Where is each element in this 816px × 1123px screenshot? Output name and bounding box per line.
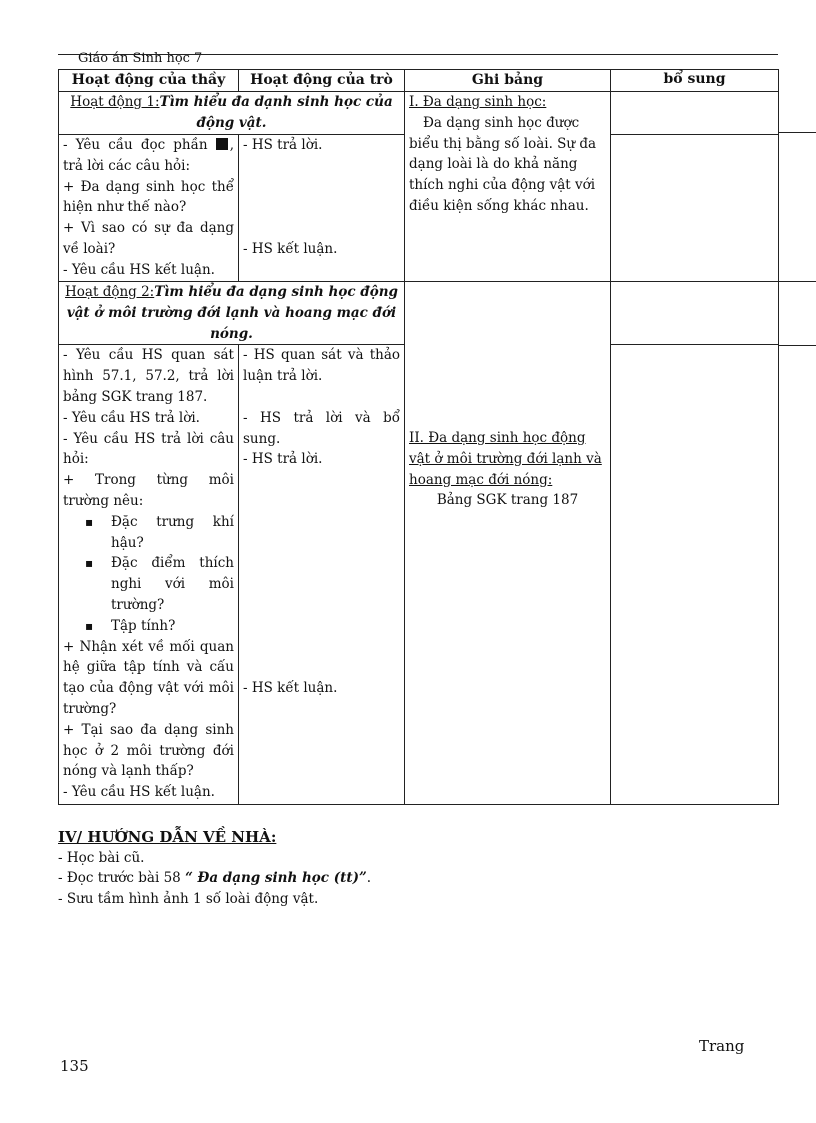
activity2-teacher-questions: - Yêu cầu HS trả lời câu hỏi: <box>63 430 234 468</box>
col-header-teacher: Hoạt động của thầy <box>59 70 239 92</box>
footer-page-label: Trang <box>699 1037 745 1055</box>
col-header-notes: bổ sung <box>611 70 779 92</box>
homework-item-read: - Đọc trước bài 58 “ Đa dạng sinh học (tt)”. <box>58 870 372 886</box>
activity1-title-text: Tìm hiểu đa dạnh sinh học của động vật. <box>159 94 393 131</box>
activity2-teacher-conclude: - Yêu cầu HS kết luận. <box>63 784 215 801</box>
bullet-climate: ▪ Đặc trưng khí hậu? <box>111 512 234 554</box>
activity2-board-heading: II. Đa dạng sinh học động vật ở môi trường đới lạnh và hoang mạc đới nóng: <box>409 430 602 488</box>
table-rule-extension <box>778 132 816 133</box>
square-icon <box>216 138 228 150</box>
activity1-prefix: Hoạt động 1: <box>70 94 160 110</box>
document-header: Giáo án Sinh học 7 <box>78 51 203 66</box>
bullet-behavior: ▪ Tập tính? <box>111 616 234 637</box>
activity1-notes <box>611 135 779 282</box>
lesson-table <box>58 69 779 805</box>
activity1-board <box>405 92 611 282</box>
activity1-board-heading: I. Đa dạng sinh học: <box>409 94 547 110</box>
activity2-student-answer: - HS trả lời. <box>243 451 323 468</box>
bullet-adaptation: ▪ Đặc điểm thích nghi với môi trường? <box>111 553 234 615</box>
activity2-teacher-relation: + Nhận xét về mối quan hệ giữa tập tính và cấu tạo của động vật với môi trường? <box>63 638 234 717</box>
activity1-teacher-q2: + Vì sao có sự đa dạng về loài? <box>63 220 234 257</box>
activity1-title-row <box>59 92 779 135</box>
activity2-board-text: Bảng SGK trang 187 <box>436 492 579 509</box>
activity2-teacher-answer: - Yêu cầu HS trả lời. <box>63 409 200 426</box>
activity2-student <box>239 345 405 805</box>
activity1-student-conclude: - HS kết luận. <box>243 240 338 257</box>
activity2-teacher-why: + Tại sao đa dạng sinh học ở 2 môi trường đới nóng và lạnh thấp? <box>63 721 234 780</box>
activity2-student-observe: - HS quan sát và thảo luận trả lời. <box>243 347 400 385</box>
activity2-title <box>59 282 405 345</box>
activity2-title-row <box>59 282 779 345</box>
col-header-board: Ghi bảng <box>405 70 611 92</box>
activity2-teacher-observe: - Yêu cầu HS quan sát hình 57.1, 57.2, trả lời bảng SGK trang 187. <box>63 347 234 405</box>
table-rule-extension <box>778 281 816 282</box>
activity2-title-text: Tìm hiểu đa dạng sinh học động vật ở môi trường đới lạnh và hoang mạc đới nóng. <box>66 284 398 342</box>
header-rule <box>58 54 778 55</box>
activity2-teacher <box>59 345 239 805</box>
activity1-board-text: Đa dạng sinh học được biểu thị bằng số loài. Sự đa dạng loài là do khả năng thích nghi của động vật với điều kiện sống khác nhau. <box>409 114 597 214</box>
activity2-teacher-env: + Trong từng môi trường nêu: <box>63 472 234 509</box>
activity1-notes-top <box>611 92 779 135</box>
activity1-title <box>59 92 405 135</box>
activity1-teacher-line1: - Yêu cầu đọc phần , trả lời các câu hỏi: <box>63 137 234 174</box>
homework-item-collect: - Sưu tầm hình ảnh 1 số loài động vật. <box>58 890 319 907</box>
activity2-student-answer-add: - HS trả lời và bổ sung. <box>243 409 400 447</box>
homework-item-review: - Học bài cũ. <box>58 849 145 866</box>
activity1-student <box>239 135 405 282</box>
activity2-board <box>405 282 611 805</box>
activity1-teacher-q1: + Đa dạng sinh học thể hiện như thế nào? <box>63 178 234 216</box>
homework-title: IV/ HƯỚNG DẪN VỀ NHÀ: <box>58 828 277 846</box>
activity2-bullet-list <box>63 512 234 637</box>
footer-page-number: 135 <box>60 1057 89 1075</box>
activity2-prefix: Hoạt động 2: <box>65 284 155 300</box>
activity2-student-conclude: - HS kết luận. <box>243 680 338 697</box>
activity1-student-answer: - HS trả lời. <box>243 137 323 153</box>
activity2-notes <box>611 345 779 805</box>
table-rule-extension <box>778 345 816 346</box>
table-header-row <box>59 70 779 92</box>
homework-section <box>58 827 758 909</box>
activity2-notes-top <box>611 282 779 345</box>
activity1-teacher-conclude: - Yêu cầu HS kết luận. <box>63 261 215 278</box>
lesson-title: “ Đa dạng sinh học (tt)” <box>185 870 367 886</box>
col-header-student: Hoạt động của trò <box>239 70 405 92</box>
activity1-teacher <box>59 135 239 282</box>
